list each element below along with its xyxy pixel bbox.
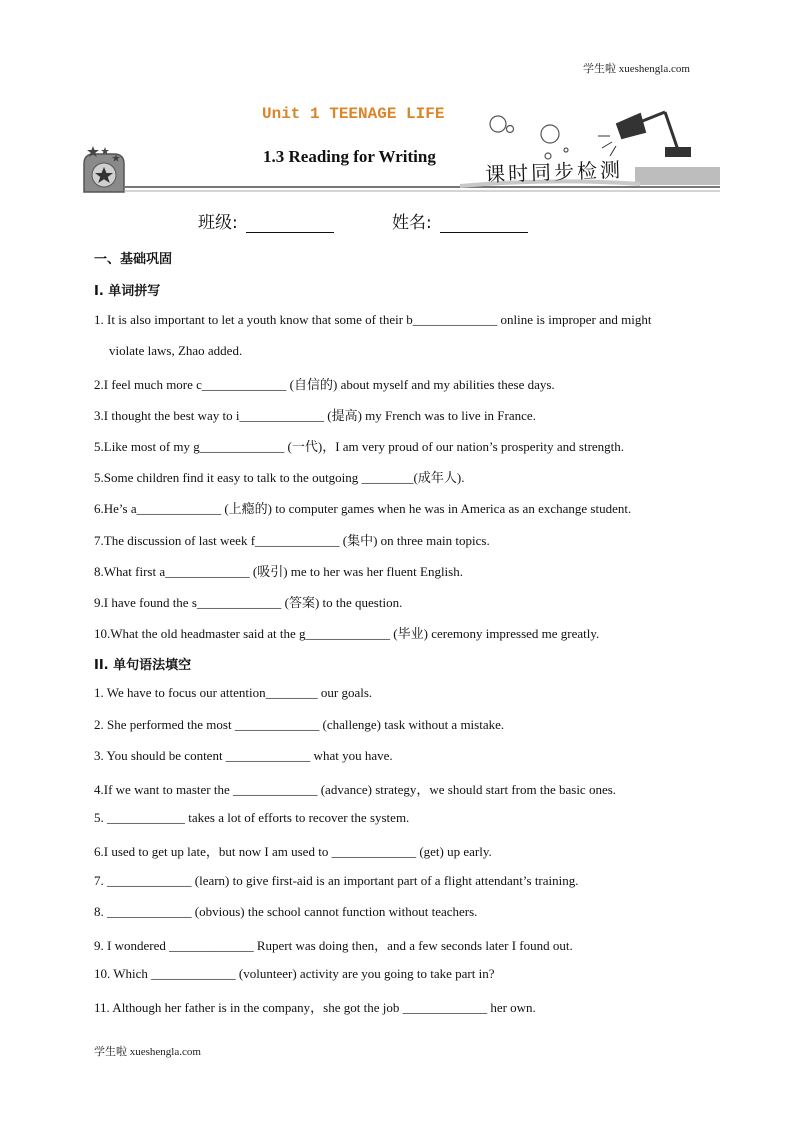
bubbles-icon [490, 116, 568, 159]
section-stamp-title: 课时同步检测 [484, 157, 624, 187]
exercise-line: violate laws, Zhao added. [109, 343, 243, 358]
exercise-line: 5.Some children find it easy to talk to the outgoing ________(成年人). [94, 470, 465, 485]
exercise-line: 9. I wondered _____________ Rupert was doing then，and a few seconds later I found out. [94, 938, 573, 953]
part-2-heading: II. 单句语法填空 [94, 658, 192, 673]
class-field [198, 208, 334, 233]
exercise-line: 5.Like most of my g_____________ (一代)，I am very proud of our nation’s prosperity and strength. [94, 439, 625, 454]
exercise-line: 4.If we want to master the _____________ (advance) strategy，we should start from the basic ones. [94, 782, 617, 797]
header-watermark: 学生啦 xueshengla.com [583, 63, 690, 75]
exercise-line: 7.The discussion of last week f_____________ (集中) on three main topics. [94, 533, 490, 548]
exercise-line: 3.I thought the best way to i_____________ (提高) my French was to live in France. [94, 408, 536, 423]
name-blank[interactable] [440, 215, 528, 233]
exercise-line: 2.I feel much more c_____________ (自信的) about myself and my abilities these days. [94, 377, 555, 392]
section-heading: 一、基础巩固 [94, 252, 173, 267]
exercise-line: 6.I used to get up late，but now I am used to _____________ (get) up early. [94, 844, 492, 859]
exercise-line: 8. _____________ (obvious) the school cannot function without teachers. [94, 904, 478, 919]
unit-title: Unit 1 TEENAGE LIFE [262, 105, 445, 123]
part-1-heading: I. 单词拼写 [94, 284, 161, 299]
exercise-line: 10. Which _____________ (volunteer) activity are you going to take part in? [94, 966, 495, 981]
exercise-line: 1. We have to focus our attention________ our goals. [94, 685, 373, 700]
class-label: 班级: [198, 213, 238, 233]
desk-lamp-icon [598, 112, 690, 156]
footer-watermark: 学生啦 xueshengla.com [94, 1046, 201, 1058]
exercise-line: 9.I have found the s_____________ (答案) to the question. [94, 595, 403, 610]
exercise-line: 6.He’s a_____________ (上瘾的) to computer games when he was in America as an exchange student. [94, 501, 632, 516]
lesson-title: 1.3 Reading for Writing [263, 147, 436, 166]
exercise-line: 7. _____________ (learn) to give first-aid is an important part of a flight attendant’s training. [94, 873, 579, 888]
class-blank[interactable] [246, 215, 334, 233]
exercise-line: 11. Although her father is in the company，she got the job _____________ her own. [94, 1000, 536, 1015]
exercise-line: 5. ____________ takes a lot of efforts to recover the system. [94, 810, 410, 825]
star-badge-icon [84, 146, 124, 192]
name-label: 姓名: [392, 213, 432, 233]
exercise-line: 10.What the old headmaster said at the g_____________ (毕业) ceremony impressed me greatly. [94, 626, 600, 641]
exercise-line: 8.What first a_____________ (吸引) me to her was her fluent English. [94, 564, 463, 579]
exercise-line: 1. It is also important to let a youth know that some of their b_____________ online is improper and might [94, 312, 652, 327]
name-field [392, 208, 528, 233]
exercise-line: 2. She performed the most _____________ (challenge) task without a mistake. [94, 717, 505, 732]
exercise-line: 3. You should be content _____________ what you have. [94, 748, 393, 763]
